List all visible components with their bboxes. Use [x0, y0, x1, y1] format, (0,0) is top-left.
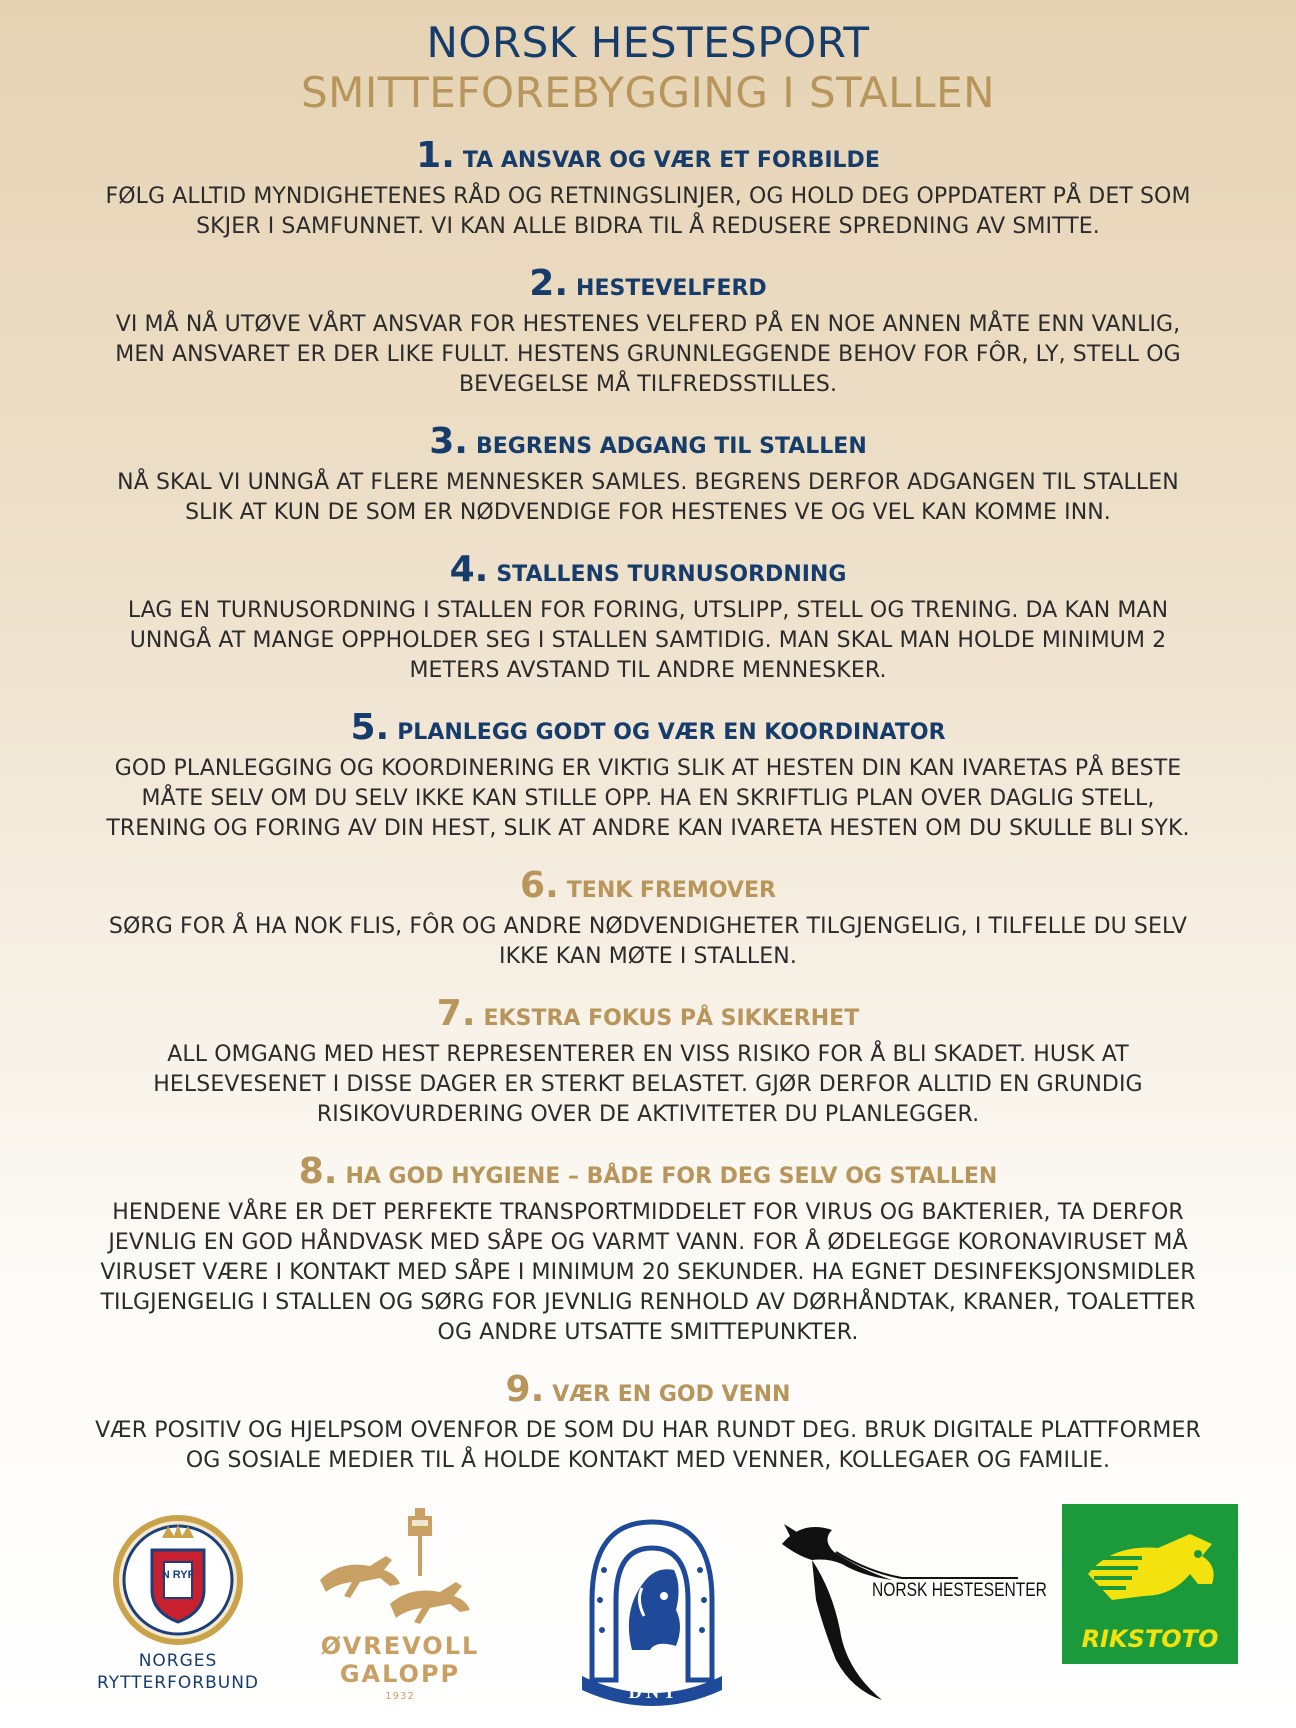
- rikstoto-text: RIKSTOTO: [1081, 1625, 1219, 1653]
- ryf-badge-text: N RYF: [161, 1569, 195, 1581]
- racehorse-icon: [300, 1500, 500, 1635]
- section-body: GOD PLANLEGGING OG KOORDINERING ER VIKTIG SLIK AT HESTEN DIN KAN IVARETAS PÅ BESTE MÅTE SELV OM DU SELV IKKE KAN STILLE OPP. HA EN SKRIFTLIG PLAN OVER DAGLIG STELL, TRENING OG FORING AV DIN HEST, SLIK AT ANDRE KAN IVARETA HESTEN OM DU SKULLE BLI SYK.: [106, 756, 1190, 841]
- logo-dnt: [552, 1500, 752, 1710]
- section-body: LAG EN TURNUSORDNING I STALLEN FOR FORING, UTSLIPP, STELL OG TRENING. DA KAN MAN UNNGÅ AT MANGE OPPHOLDER SEG I STALLEN SAMTIDIG. MAN SKAL MAN HOLDE MINIMUM 2 METERS AVSTAND TIL ANDRE MENNESKER.: [127, 598, 1169, 683]
- section-number: 4.: [449, 549, 489, 590]
- section-6: [0, 866, 1296, 972]
- section-5: [0, 708, 1296, 844]
- section-number: 7.: [436, 993, 476, 1034]
- section-number: 8.: [298, 1151, 338, 1192]
- page-title: NORSK HESTESPORT: [426, 18, 870, 67]
- horse-silhouette-icon: [772, 1500, 1047, 1710]
- section-3: [0, 422, 1296, 528]
- sponsor-logos: [0, 1500, 1296, 1710]
- section-number: 9.: [505, 1369, 545, 1410]
- section-title: TA ANSVAR OG VÆR ET FORBILDE: [462, 148, 880, 173]
- section-body: SØRG FOR Å HA NOK FLIS, FÔR OG ANDRE NØDVENDIGHETER TILGJENGELIG, I TILFELLE DU SELV IKKE KAN MØTE I STALLEN.: [108, 914, 1188, 969]
- section-title: TENK FREMOVER: [566, 878, 776, 903]
- ryf-emblem-icon: [78, 1500, 278, 1650]
- section-2: [0, 264, 1296, 400]
- section-number: 3.: [429, 421, 468, 462]
- ovrevoll-line1: ØVREVOLL: [320, 1632, 480, 1660]
- section-title: VÆR EN GOD VENN: [552, 1382, 791, 1407]
- section-body: NÅ SKAL VI UNNGÅ AT FLERE MENNESKER SAMLES. BEGRENS DERFOR ADGANGEN TIL STALLEN SLIK AT KUN DE SOM ER NØDVENDIGE FOR HESTENES VE OG VEL KAN KOMME INN.: [117, 470, 1179, 525]
- dnt-letters: D N T: [628, 1682, 676, 1702]
- sections: [0, 136, 1296, 1476]
- section-title: EKSTRA FOKUS PÅ SIKKERHET: [483, 1006, 860, 1031]
- section-number: 6.: [520, 865, 559, 906]
- section-body: VÆR POSITIV OG HJELPSOM OVENFOR DE SOM DU HAR RUNDT DEG. BRUK DIGITALE PLATTFORMER OG SOSIALE MEDIER TIL Å HOLDE KONTAKT MED VENNER, KOLLEGAER OG FAMILIE.: [95, 1418, 1201, 1473]
- section-1: [0, 136, 1296, 242]
- ovrevoll-year: 1932: [385, 1691, 415, 1702]
- section-title: HA GOD HYGIENE – BÅDE FOR DEG SELV OG STALLEN: [345, 1164, 998, 1189]
- section-body: HENDENE VÅRE ER DET PERFEKTE TRANSPORTMIDDELET FOR VIRUS OG BAKTERIER, TA DERFOR JEVNLIG EN GOD HÅNDVASK MED SÅPE OG VARMT VANN. FOR Å ØDELEGGE KORONAVIRUSET MÅ VIRUSET VÆRE I KONTAKT MED SÅPE I MINIMUM 20 SEKUNDER. HA EGNET DESINFEKSJONSMIDLER TILGJENGELIG I STALLEN OG SØRG FOR JEVNLIG RENHOLD AV DØRHÅNDTAK, KRANER, TOALETTER OG ANDRE UTSATTE SMITTEPUNKTER.: [100, 1200, 1196, 1345]
- ovrevoll-line2: GALOPP: [339, 1660, 461, 1688]
- section-8: [0, 1152, 1296, 1348]
- section-body: ALL OMGANG MED HEST REPRESENTERER EN VISS RISIKO FOR Å BLI SKADET. HUSK AT HELSEVESENET I DISSE DAGER ER STERKT BELASTET. GJØR DERFOR ALLTID EN GRUNDIG RISIKOVURDERING OVER DE AKTIVITETER DU PLANLEGGER.: [153, 1042, 1143, 1127]
- section-number: 5.: [350, 707, 390, 748]
- ryf-label-line1: NORGES: [138, 1651, 218, 1671]
- section-title: STALLENS TURNUSORDNING: [496, 562, 847, 587]
- hestesenter-text: NORSK HESTESENTER: [872, 1580, 1047, 1601]
- section-title: PLANLEGG GODT OG VÆR EN KOORDINATOR: [397, 720, 946, 745]
- section-number: 1.: [416, 135, 455, 176]
- logo-norsk-hestesenter: [772, 1500, 1047, 1710]
- section-9: [0, 1370, 1296, 1476]
- section-7: [0, 994, 1296, 1130]
- section-4: [0, 550, 1296, 686]
- section-body: VI MÅ NÅ UTØVE VÅRT ANSVAR FOR HESTENES VELFERD PÅ EN NOE ANNEN MÅTE ENN VANLIG, MEN ANSVARET ER DER LIKE FULLT. HESTENS GRUNNLEGGENDE BEHOV FOR FÔR, LY, STELL OG BEVEGELSE MÅ TILFREDSSTILLES.: [115, 312, 1181, 397]
- section-body: FØLG ALLTID MYNDIGHETENES RÅD OG RETNINGSLINJER, OG HOLD DEG OPPDATERT PÅ DET SOM SKJER I SAMFUNNET. VI KAN ALLE BIDRA TIL Å REDUSERE SPREDNING AV SMITTE.: [105, 184, 1191, 239]
- section-title: BEGRENS ADGANG TIL STALLEN: [475, 434, 867, 459]
- section-title: HESTEVELFERD: [576, 276, 767, 301]
- section-number: 2.: [529, 263, 569, 304]
- horseshoe-horsehead-icon: [552, 1500, 752, 1710]
- header: [0, 0, 1296, 118]
- page-subtitle: SMITTEFOREBYGGING I STALLEN: [300, 68, 996, 117]
- logo-ovrevoll-galopp: [300, 1500, 500, 1710]
- logo-norges-rytterforbund: [78, 1500, 278, 1710]
- logo-rikstoto: [1062, 1504, 1238, 1664]
- ryf-label-line2: RYTTERFORBUND: [96, 1673, 259, 1693]
